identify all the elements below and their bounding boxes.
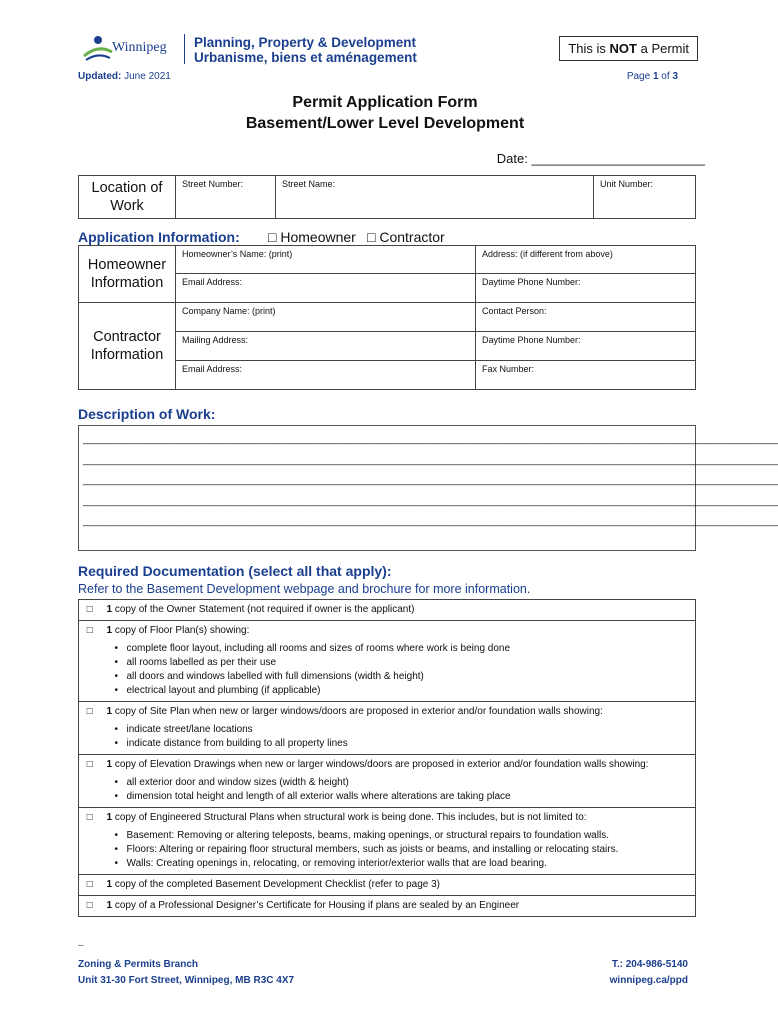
doc-bullets <box>107 642 690 698</box>
doc-bullet: • all rooms labelled as per their use <box>127 656 690 670</box>
page-pre: Page <box>626 71 653 82</box>
form-title: Permit Application Form <box>292 94 478 111</box>
doc-text: copy of the Owner Statement (not required if owner is the applicant) <box>112 604 415 615</box>
homeowner-checkbox[interactable]: □ Homeowner <box>268 229 356 245</box>
contractor-mailing-field[interactable]: Mailing Address: <box>176 332 476 361</box>
date-field[interactable]: Date: ________________________ <box>496 151 705 166</box>
doc-item <box>101 896 696 917</box>
form-subtitle: Basement/Lower Level Development <box>245 115 525 132</box>
footer-phone: T.: 204-986-5140 <box>611 959 688 970</box>
doc-text: copy of Engineered Structural Plans when structural work is being done. This includes, but is not limited to: <box>112 812 587 823</box>
contractor-checkbox[interactable]: □ Contractor <box>367 229 445 245</box>
doc-text: copy of a Professional Designer’s Certificate for Housing if plans are sealed by an Engineer <box>112 900 520 911</box>
doc-text: copy of the completed Basement Development Checklist (refer to page 3) <box>112 879 441 890</box>
homeowner-address-field[interactable]: Address: (if different from above) <box>476 246 696 274</box>
contractor-phone-field[interactable]: Daytime Phone Number: <box>476 332 696 361</box>
page-header <box>78 30 698 70</box>
footer-contact-info <box>610 957 688 989</box>
doc-item <box>101 600 696 621</box>
homeowner-name-field[interactable]: Homeowner’s Name: (print) <box>176 246 476 274</box>
notice-post: a Permit <box>636 41 689 56</box>
doc-count: 1 <box>106 759 113 770</box>
street-number-field[interactable]: Street Number: <box>176 176 276 219</box>
doc-bullet: • dimension total height and length of all exterior walls where alterations are taking place <box>127 790 690 804</box>
homeowner-phone-field[interactable]: Daytime Phone Number: <box>476 274 696 303</box>
contractor-email-field[interactable]: Email Address: <box>176 361 476 390</box>
doc-bullet: • Floors: Altering or repairing floor structural members, such as joists or beams, and installing or relocating stairs. <box>127 843 690 857</box>
footer-website-link[interactable]: winnipeg.ca/ppd <box>609 975 688 986</box>
doc-count: 1 <box>106 900 113 911</box>
homeowner-info-label: Homeowner Information <box>79 246 176 303</box>
description-line: _____________________________________________________________________________________________________________________________ <box>83 454 778 466</box>
doc-bullet: • indicate distance from building to all property lines <box>127 737 690 751</box>
description-line: _____________________________________________________________________________________________________________________________ <box>83 516 778 527</box>
page-number <box>627 71 678 82</box>
doc-text: copy of Site Plan when new or larger windows/doors are proposed in exterior and/or foundation walls showing: <box>112 706 603 717</box>
doc-item <box>101 702 696 755</box>
application-info-heading: Application Information: <box>78 229 240 245</box>
doc-bullet: • complete floor layout, including all rooms and sizes of rooms where work is being done <box>127 642 690 656</box>
doc-bullet: • electrical layout and plumbing (if applicable) <box>127 684 690 698</box>
doc-checkbox[interactable]: □ <box>79 875 101 896</box>
department-name <box>194 35 417 65</box>
applicant-info-table <box>78 245 696 390</box>
description-line: _____________________________________________________________________________________________________________________________ <box>83 475 778 486</box>
doc-bullet: • indicate street/lane locations <box>127 723 690 737</box>
page-mid: of <box>658 71 673 82</box>
updated-date <box>78 71 171 82</box>
notice-strong: NOT <box>609 41 637 56</box>
doc-count: 1 <box>106 706 113 717</box>
department-name-en: Planning, Property & Development <box>194 35 417 50</box>
updated-label: Updated: <box>78 71 122 82</box>
required-docs-subheading[interactable]: Refer to the Basement Development webpage and brochure for more information. <box>78 582 531 596</box>
doc-bullet: • all doors and windows labelled with full dimensions (width & height) <box>127 670 690 684</box>
footer-dash: – <box>78 940 84 951</box>
footer-branch-info <box>78 957 294 989</box>
not-a-permit-notice <box>559 36 698 61</box>
doc-bullets <box>107 776 690 804</box>
doc-item <box>101 875 696 896</box>
unit-number-field[interactable]: Unit Number: <box>594 176 696 219</box>
doc-checkbox[interactable]: □ <box>79 702 101 755</box>
doc-checkbox[interactable]: □ <box>79 621 101 702</box>
description-textarea[interactable] <box>78 425 778 551</box>
doc-count: 1 <box>106 625 113 636</box>
doc-bullet: • Walls: Creating openings in, relocating, or removing interior/exterior walls that are load bearing. <box>127 857 690 871</box>
doc-checkbox[interactable]: □ <box>79 896 101 917</box>
doc-text: copy of Floor Plan(s) showing: <box>112 625 250 636</box>
doc-checkbox[interactable]: □ <box>79 808 101 875</box>
street-name-field[interactable]: Street Name: <box>276 176 594 219</box>
updated-value: June 2021 <box>121 71 171 82</box>
description-heading: Description of Work: <box>78 406 216 422</box>
page-num: 1 <box>652 71 659 82</box>
homeowner-email-field[interactable]: Email Address: <box>176 274 476 303</box>
doc-item <box>101 808 696 875</box>
contractor-company-field[interactable]: Company Name: (print) <box>176 303 476 332</box>
location-table <box>78 175 696 219</box>
contractor-contact-field[interactable]: Contact Person: <box>476 303 696 332</box>
location-label: Location of Work <box>79 176 176 219</box>
logo-divider <box>184 34 185 64</box>
doc-count: 1 <box>106 604 113 615</box>
doc-item <box>101 621 696 702</box>
required-docs-heading: Required Documentation (select all that apply): <box>78 563 392 579</box>
doc-checkbox[interactable]: □ <box>79 600 101 621</box>
doc-bullets <box>107 829 690 871</box>
doc-count: 1 <box>106 879 113 890</box>
description-line: _____________________________________________________________________________________________________________________________ <box>83 495 778 507</box>
notice-pre: This is <box>568 41 610 56</box>
doc-bullet: • Basement: Removing or altering teleposts, beams, making openings, or structural repairs to foundation walls. <box>127 829 690 843</box>
page-total: 3 <box>672 71 678 82</box>
doc-bullets <box>107 723 690 751</box>
description-line: _____________________________________________________________________________________________________________________________ <box>83 434 778 445</box>
contractor-info-label: Contractor Information <box>79 303 176 390</box>
footer-address: Unit 31-30 Fort Street, Winnipeg, MB R3C 4X7 <box>78 975 295 986</box>
footer-branch: Zoning & Permits Branch <box>78 959 199 970</box>
required-docs-table <box>78 599 696 917</box>
contractor-fax-field[interactable]: Fax Number: <box>476 361 696 390</box>
doc-item <box>101 755 696 808</box>
doc-count: 1 <box>106 812 113 823</box>
doc-checkbox[interactable]: □ <box>79 755 101 808</box>
doc-bullet: • all exterior door and window sizes (width & height) <box>127 776 690 790</box>
doc-text: copy of Elevation Drawings when new or larger windows/doors are proposed in exterior and/or foundation walls showing: <box>112 759 649 770</box>
department-name-fr: Urbanisme, biens et aménagement <box>194 50 417 65</box>
logo-wordmark: Winnipeg <box>112 40 167 55</box>
